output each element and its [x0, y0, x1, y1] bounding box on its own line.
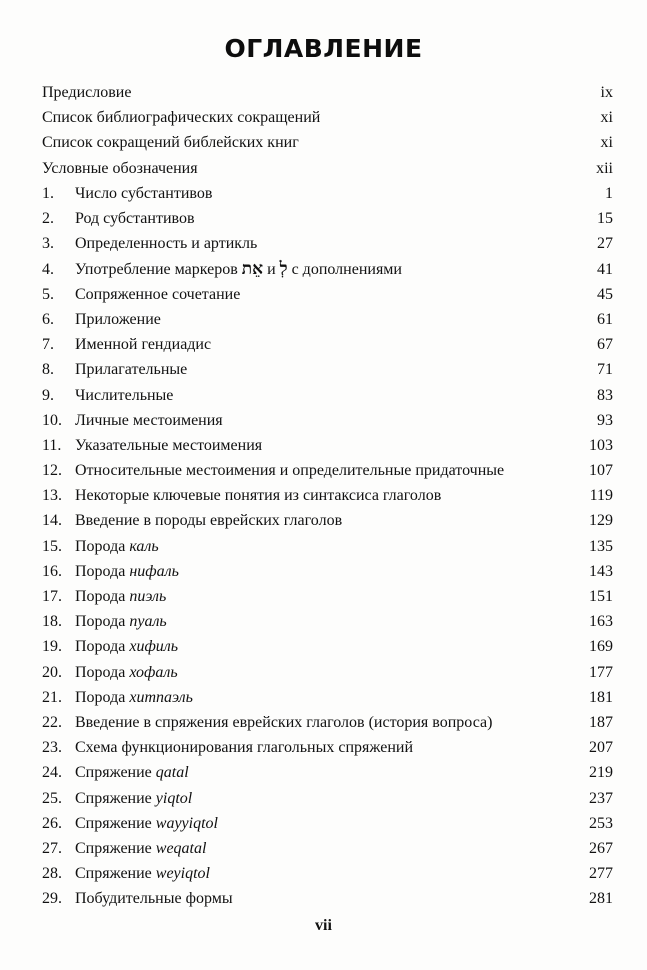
toc-chapter-title-text: Прилагательные	[75, 361, 188, 379]
toc-chapter-number: 29.	[42, 890, 62, 908]
toc-chapter-entry	[42, 433, 613, 458]
toc-chapter-title-end: с дополнениями	[291, 260, 402, 278]
toc-chapter-term: хофаль	[129, 663, 178, 681]
toc-chapter-number: 12.	[42, 462, 62, 480]
toc-entry-page: 177	[589, 663, 613, 681]
toc-entry-page: 15	[597, 210, 613, 228]
toc-chapter-entry	[42, 282, 613, 307]
toc-chapter-number: 10.	[42, 411, 62, 429]
toc-chapter-number: 28.	[42, 865, 62, 883]
toc-chapter-number: 15.	[42, 537, 62, 555]
toc-entry-title: Список сокращений библейских книг	[42, 134, 299, 152]
toc-chapter-number: 23.	[42, 739, 62, 757]
toc-chapter-title	[75, 760, 189, 785]
toc-chapter-title-text: Род субстантивов	[75, 210, 195, 228]
toc-chapter-title-text: Введение в спряжения еврейских глаголов (история вопроса)	[75, 713, 493, 731]
hebrew-marker-le: לְ	[279, 258, 288, 279]
toc-entry-page: 119	[589, 487, 613, 505]
toc-chapter-title-text: Спряжение	[75, 789, 152, 807]
toc-chapter-title	[75, 685, 193, 710]
toc-chapter-entry	[42, 383, 613, 408]
toc-chapter-title	[75, 508, 342, 533]
toc-entry-page: 151	[589, 588, 613, 605]
toc-chapter-entry	[42, 760, 613, 785]
toc-chapter-title	[75, 886, 233, 911]
toc-chapter-title	[75, 559, 179, 584]
toc-chapter-number: 24.	[42, 764, 62, 782]
toc-entry-page: 181	[589, 688, 613, 706]
toc-chapter-entry	[42, 181, 613, 206]
toc-chapter-title-text: Спряжение	[75, 764, 152, 782]
toc-chapter-title-text: Определенность и артикль	[75, 235, 258, 253]
toc-chapter-title-text: Приложение	[75, 310, 161, 328]
toc-entry-page: 163	[589, 613, 613, 631]
toc-chapter-title-text: Порода	[75, 638, 126, 656]
toc-chapter-term: wayyiqtol	[155, 814, 218, 832]
toc-chapter-title	[75, 383, 173, 408]
toc-chapter-title-text: Указательные местоимения	[75, 436, 263, 454]
toc-chapter-title	[75, 282, 240, 307]
toc-chapter-term: yiqtol	[155, 789, 193, 807]
toc-chapter-term: хифиль	[129, 638, 179, 656]
toc-chapter-title	[75, 458, 504, 483]
toc-entry-page: 1	[605, 185, 613, 202]
toc-chapter-number: 7.	[42, 336, 54, 354]
toc-chapter-number: 18.	[42, 613, 62, 631]
toc-chapter-number: 16.	[42, 562, 62, 580]
toc-chapter-title-text: Побудительные формы	[75, 890, 233, 908]
toc-entry-page: xi	[600, 134, 613, 152]
toc-entry	[42, 80, 613, 105]
toc-chapter-title-text: Спряжение	[75, 865, 152, 883]
toc-chapter-title-text: Введение в породы еврейских глаголов	[75, 512, 343, 530]
toc-chapter-title-text: Порода	[75, 688, 126, 706]
toc-chapter-number: 8.	[42, 361, 54, 379]
toc-chapter-title-text: Порода	[75, 663, 126, 681]
hebrew-marker-et: אֵת	[241, 258, 264, 279]
toc-chapter-number: 1.	[42, 185, 54, 202]
toc-chapter-entry	[42, 357, 613, 382]
toc-entry-title: Условные обозначения	[42, 159, 198, 177]
toc-entry-page: 61	[597, 310, 613, 328]
toc-chapter-title	[75, 609, 167, 634]
toc-chapter-entry	[42, 534, 613, 559]
toc-entry-page: 41	[597, 260, 613, 278]
toc-chapter-title	[75, 307, 161, 332]
toc-entry-title: Список библиографических сокращений	[42, 109, 321, 127]
toc-chapter-number: 9.	[42, 386, 54, 404]
page-folio: vii	[315, 917, 332, 934]
toc-chapter-conjunction: и	[267, 260, 276, 278]
toc-chapter-term: каль	[129, 537, 159, 555]
toc-chapter-entry	[42, 307, 613, 332]
toc-chapter-number: 4.	[42, 260, 54, 278]
toc-entry-page: 169	[589, 638, 613, 656]
toc-chapter-title-text: Схема функционирования глагольных спряжений	[75, 739, 414, 757]
toc-entry	[42, 105, 613, 130]
toc-chapter-title	[75, 584, 166, 609]
toc-chapter-title-text: Употребление маркеров	[75, 260, 238, 278]
toc-chapter-title	[75, 257, 402, 282]
chapter-list	[42, 181, 613, 911]
toc-entry-page: 277	[589, 865, 613, 883]
toc-chapter-title	[75, 408, 223, 433]
toc-entry-page: 135	[589, 537, 613, 555]
toc-chapter-title-text: Сопряженное сочетание	[75, 285, 241, 303]
toc-entry-page: 67	[597, 336, 613, 354]
toc-chapter-title	[75, 332, 211, 357]
toc-chapter-title-text: Личные местоимения	[75, 411, 223, 429]
toc-chapter-entry	[42, 861, 613, 886]
toc-entry-page: 187	[589, 713, 613, 731]
toc-chapter-term: пуаль	[129, 613, 167, 631]
toc-chapter-number: 21.	[42, 688, 62, 706]
toc-chapter-number: 11.	[42, 436, 62, 454]
toc-entry-page: xi	[600, 109, 613, 127]
toc-chapter-entry	[42, 584, 613, 609]
toc-chapter-title-text: Спряжение	[75, 814, 152, 832]
toc-chapter-entry	[42, 634, 613, 659]
toc-entry-page: 45	[597, 285, 613, 303]
toc-chapter-title-text: Порода	[75, 588, 126, 605]
toc-chapter-title	[75, 534, 159, 559]
toc-chapter-entry	[42, 508, 613, 533]
toc-entry-page: 143	[589, 562, 613, 580]
toc-chapter-title-text: Порода	[75, 562, 126, 580]
toc-chapter-title	[75, 181, 212, 206]
toc-chapter-title	[75, 836, 206, 861]
toc-entry-page: 281	[589, 890, 613, 908]
toc-chapter-number: 25.	[42, 789, 62, 807]
toc-entry-page: 129	[589, 512, 613, 530]
toc-chapter-number: 14.	[42, 512, 62, 530]
toc-entry-page: ix	[600, 84, 613, 101]
toc-chapter-entry	[42, 559, 613, 584]
toc-chapter-entry	[42, 735, 613, 760]
toc-entry-title: Предисловие	[42, 84, 132, 101]
toc-chapter-term: weyiqtol	[155, 865, 210, 883]
toc-entry	[42, 130, 613, 155]
toc-chapter-number: 2.	[42, 210, 54, 228]
toc-entry-page: 237	[589, 789, 613, 807]
toc-chapter-entry	[42, 231, 613, 256]
toc-entry-page: 219	[589, 764, 613, 782]
toc-chapter-term: пиэль	[129, 588, 167, 605]
toc-chapter-number: 22.	[42, 713, 62, 731]
page-title: ОГЛАВЛЕНИЕ	[224, 34, 423, 63]
toc-entry	[42, 156, 613, 181]
toc-chapter-entry	[42, 811, 613, 836]
toc-chapter-title	[75, 660, 178, 685]
toc-chapter-entry	[42, 257, 613, 282]
toc-chapter-number: 26.	[42, 814, 62, 832]
toc-chapter-title-text: Некоторые ключевые понятия из синтаксиса глаголов	[75, 487, 442, 505]
toc-chapter-entry	[42, 886, 613, 911]
toc-chapter-title-text: Относительные местоимения и определительные придаточные	[75, 462, 505, 480]
toc-chapter-entry	[42, 458, 613, 483]
toc-chapter-entry	[42, 836, 613, 861]
toc-chapter-number: 5.	[42, 285, 54, 303]
toc-chapter-title	[75, 483, 441, 508]
toc-entry-page: 27	[597, 235, 613, 253]
toc-entry-page: 103	[589, 436, 613, 454]
toc-chapter-title-text: Порода	[75, 537, 126, 555]
toc-chapter-entry	[42, 206, 613, 231]
toc-chapter-term: хитпаэль	[129, 688, 193, 706]
toc-entry-page: 93	[597, 411, 613, 429]
toc-chapter-title	[75, 786, 192, 811]
toc-chapter-number: 19.	[42, 638, 62, 656]
toc-chapter-number: 3.	[42, 235, 54, 253]
toc-chapter-entry	[42, 786, 613, 811]
toc-chapter-entry	[42, 408, 613, 433]
toc-entry-page: 83	[597, 386, 613, 404]
toc-chapter-title	[75, 710, 492, 735]
toc-chapter-title	[75, 634, 178, 659]
toc-chapter-title-text: Числительные	[75, 386, 174, 404]
toc-chapter-title-text: Число субстантивов	[75, 185, 213, 202]
toc-chapter-title	[75, 861, 210, 886]
toc-chapter-title	[75, 206, 195, 231]
toc-chapter-title-text: Порода	[75, 613, 126, 631]
toc-chapter-term: weqatal	[155, 839, 207, 857]
toc-chapter-number: 20.	[42, 663, 62, 681]
toc-chapter-number: 6.	[42, 310, 54, 328]
toc-chapter-title	[75, 231, 257, 256]
toc-chapter-number: 13.	[42, 487, 62, 505]
toc-chapter-entry	[42, 685, 613, 710]
toc-chapter-entry	[42, 660, 613, 685]
toc-chapter-title-text: Именной гендиадис	[75, 336, 212, 354]
front-matter-list	[42, 80, 613, 181]
toc-chapter-title	[75, 433, 262, 458]
toc-chapter-title	[75, 357, 187, 382]
toc-entry-page: 107	[589, 462, 613, 480]
toc-entry-page: 253	[589, 814, 613, 832]
toc-chapter-title-text: Спряжение	[75, 839, 152, 857]
toc-chapter-entry	[42, 710, 613, 735]
toc-chapter-title	[75, 811, 218, 836]
toc-chapter-term: qatal	[155, 764, 189, 782]
toc-chapter-title	[75, 735, 413, 760]
toc-entry-page: xii	[596, 159, 613, 177]
toc-chapter-entry	[42, 332, 613, 357]
toc-entry-page: 207	[589, 739, 613, 757]
toc-chapter-entry	[42, 483, 613, 508]
toc-entry-page: 71	[597, 361, 613, 379]
toc-chapter-term: нифаль	[129, 562, 179, 580]
toc-chapter-entry	[42, 609, 613, 634]
toc-chapter-number: 27.	[42, 839, 62, 857]
toc-chapter-number: 17.	[42, 588, 62, 605]
toc-entry-page: 267	[589, 839, 613, 857]
